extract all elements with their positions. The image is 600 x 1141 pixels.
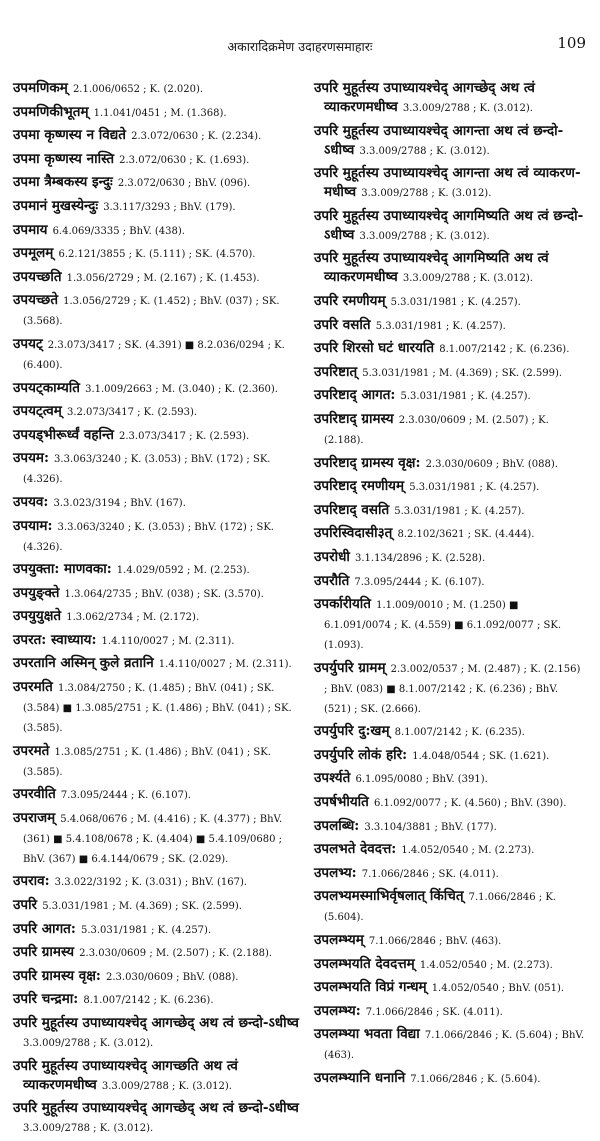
entry-headword: उपरि मुहूर्तस्य उपाध्यायश्चेद् आगच्छेद् अथ त्वं छन्दो-ऽधीष्व xyxy=(13,1100,299,1117)
entry-reference: 3.3.009/2788 ; K. (3.012). xyxy=(361,188,492,200)
index-entry xyxy=(13,1013,299,1052)
entry-reference: 5.3.031/1981 ; K. (4.257). xyxy=(80,924,212,936)
index-entry xyxy=(314,248,586,287)
entry-reference: 5.3.031/1981 ; M. (4.369) ; SK. (2.599). xyxy=(42,901,242,913)
entry-reference: 7.3.095/2444 ; K. (6.107). xyxy=(354,576,485,588)
entry-headword: उपरमते xyxy=(13,742,50,759)
entry-headword: उपमा कृष्णस्य न विद्यते xyxy=(13,127,126,144)
entry-reference: 1.3.056/2729 ; K. (1.452) ; BhV. (037) ; SK. (3.568). xyxy=(23,296,280,328)
entry-headword: उपरवीति xyxy=(13,786,56,803)
entry-reference: 2.1.006/0652 ; K. (2.020). xyxy=(72,84,204,95)
entry-headword: उपर्कारीयति xyxy=(314,596,371,613)
index-entry xyxy=(314,291,586,311)
index-entry xyxy=(13,1056,299,1095)
index-entry xyxy=(314,523,586,543)
entry-headword: उपलम्भ्य: xyxy=(314,1002,361,1019)
index-entry xyxy=(13,102,299,122)
entry-headword: उपरि ग्रामस्य xyxy=(13,944,75,961)
entry-reference: 2.3.030/0609 ; BhV. (088). xyxy=(106,971,239,983)
entry-headword: उपलभ्यमस्माभिर्वृषलात् किंचित् xyxy=(314,888,464,905)
entry-headword: उपमणिकीभूतम् xyxy=(13,103,89,120)
entry-headword: उपरि मुहूर्तस्य उपाध्यायश्चेद् आगच्छेद् अथ त्वं व्याकरणमधीष्व xyxy=(314,80,535,115)
entry-headword: उपरिष्टाद् ग्रामस्य वृक्ष: xyxy=(314,454,421,471)
entry-reference: 7.1.066/2846 ; K. (5.604). xyxy=(410,1074,541,1085)
entry-headword: उपलभ्य: xyxy=(314,864,357,881)
index-entry xyxy=(314,315,586,335)
entry-headword: उपर्षभीयति xyxy=(314,794,369,811)
index-entry xyxy=(314,886,586,926)
index-entry xyxy=(13,172,299,192)
entry-reference: 3.2.073/3417 ; K. (2.593). xyxy=(66,407,198,419)
index-entry xyxy=(13,784,299,804)
index-entry xyxy=(314,547,586,567)
entry-headword: उपयड्भीरूर्ध्वं वहन्ति xyxy=(13,426,114,443)
index-entry xyxy=(13,78,299,98)
entry-reference: 8.2.102/3621 ; SK. (4.444). xyxy=(397,529,535,541)
entry-reference: 2.3.073/3417 ; SK. (4.391) ■ 8.2.036/0294 ; K. (6.400). xyxy=(23,339,285,371)
index-entry xyxy=(314,571,586,591)
entry-headword: उपयाम: xyxy=(13,517,53,534)
entry-headword: उपरि मुहूर्तस्य उपाध्यायश्चेद् आगच्छेद् अथ त्वं छन्दो-ऽधीष्व xyxy=(13,1015,299,1031)
index-entry xyxy=(314,121,586,160)
entry-reference: 3.3.009/2788 ; K. (3.012). xyxy=(359,145,490,157)
entry-reference: 1.4.110/0027 ; M. (2.311). xyxy=(101,635,235,647)
entry-reference: 5.3.031/1981 ; M. (4.369) ; SK. (2.599). xyxy=(362,367,563,379)
left-column xyxy=(13,78,299,1141)
index-entry xyxy=(314,362,586,382)
entry-headword: उपरि ग्रामस्य वृक्ष: xyxy=(13,967,101,984)
entry-headword: उपरि मुहूर्तस्य उपाध्यायश्चेद् आगमिष्यति अथ त्वं छन्दो-ऽधीष्व xyxy=(314,207,584,243)
index-entry xyxy=(13,741,299,781)
entry-reference: 2.3.030/0609 ; M. (2.507) ; K. (2.188). xyxy=(79,948,273,960)
header-title: अकारादिक्रमेण उदाहरणसमाहारः xyxy=(227,39,373,54)
page-number: 109 xyxy=(557,34,586,52)
index-entry xyxy=(13,267,299,287)
entry-reference: 2.3.072/0630 ; K. (2.234). xyxy=(131,131,262,143)
entry-reference: 1.1.009/0010 ; M. (1.250) ■ 6.1.091/0074 ; K. (4.559) ■ 6.1.092/0077 ; SK. (1.093). xyxy=(324,600,561,652)
index-entry xyxy=(13,653,299,673)
entry-reference: 8.1.007/2142 ; K. (6.236). xyxy=(439,344,570,356)
index-entry xyxy=(13,334,299,374)
index-entry xyxy=(314,977,586,997)
index-entry xyxy=(13,871,299,891)
entry-headword: उपरिस्विदासी३त् xyxy=(314,525,393,542)
entry-reference: 3.3.009/2788 ; K. (3.012). xyxy=(359,230,490,242)
entry-headword: उपयुयुक्षते xyxy=(13,608,62,625)
entry-reference: 1.4.052/0540 ; M. (2.273). xyxy=(419,959,553,971)
entry-headword: उपयच्छते xyxy=(13,292,59,309)
index-entry xyxy=(13,808,299,868)
index-entry xyxy=(13,606,299,626)
entry-reference: 2.3.072/0630 ; BhV. (096). xyxy=(117,178,251,190)
entry-headword: उपमूलम् xyxy=(13,245,54,262)
entry-reference: 3.1.009/2663 ; M. (3.040) ; K. (2.360). xyxy=(85,383,278,395)
entry-reference: 3.3.063/3240 ; K. (3.053) ; BhV. (172) ; SK. (4.326). xyxy=(23,521,274,553)
entry-reference: 1.3.084/2750 ; K. (1.485) ; BhV. (041) ; SK. (3.584) ■ 1.3.085/2751 ; K. (1.486) ; BhV. (041) ; SK. (3.585). xyxy=(23,683,292,735)
index-entry xyxy=(13,583,299,603)
entry-headword: उपलम्भयति देवदत्तम् xyxy=(314,955,415,972)
entry-reference: 3.3.023/3194 ; BhV. (167). xyxy=(53,497,186,509)
entry-headword: उपलब्धि: xyxy=(314,817,360,834)
index-entry xyxy=(314,409,586,449)
entry-reference: 3.3.117/3293 ; BhV. (179). xyxy=(103,201,236,213)
entry-headword: उपयुक्ता: माणवका: xyxy=(13,561,112,578)
index-entry xyxy=(13,448,299,488)
entry-headword: उपयच्छति xyxy=(13,268,62,285)
entry-headword: उपमाय xyxy=(13,221,48,238)
index-entry xyxy=(314,338,586,358)
index-entry xyxy=(13,290,299,330)
entry-headword: उपलम्भयति विप्रं गन्धम् xyxy=(314,979,427,996)
index-entry xyxy=(314,385,586,405)
index-entry xyxy=(13,401,299,421)
entry-reference: 1.4.052/0540 ; M. (2.273). xyxy=(401,845,535,857)
entry-headword: उपयव: xyxy=(13,493,49,510)
index-entry xyxy=(13,425,299,445)
entry-headword: उपलम्भ्यानि धनानि xyxy=(314,1070,406,1086)
entry-reference: 3.3.104/3881 ; BhV. (177). xyxy=(364,821,497,833)
right-column xyxy=(314,78,586,1092)
index-entry xyxy=(314,206,586,245)
entry-reference: 6.1.095/0080 ; BhV. (391). xyxy=(355,774,488,786)
index-entry xyxy=(314,863,586,883)
index-entry xyxy=(13,149,299,169)
entry-reference: 2.3.072/0630 ; K. (1.693). xyxy=(119,154,250,166)
entry-headword: उपरिष्टाद् आगत: xyxy=(314,387,396,404)
index-entry xyxy=(314,163,586,202)
entry-headword: उपरि मुहूर्तस्य उपाध्यायश्चेद् आगमिष्यति अथ त्वं व्याकरणमधीष्व xyxy=(314,250,549,286)
entry-reference: 7.3.095/2444 ; K. (6.107). xyxy=(60,790,192,802)
entry-reference: 3.3.063/3240 ; K. (3.053) ; BhV. (172) ; SK. (4.326). xyxy=(23,454,271,486)
index-entry xyxy=(13,378,299,398)
index-entry xyxy=(13,220,299,240)
entry-headword: उपर्युपरि दु:खम् xyxy=(314,723,390,740)
entry-reference: 6.2.121/3855 ; K. (5.111) ; SK. (4.570). xyxy=(58,249,256,261)
entry-headword: उपमा कृष्णस्य नास्ति xyxy=(13,150,115,167)
entry-headword: उपमा त्रैम्बकस्य इन्दुः xyxy=(13,174,113,191)
entry-headword: उपलम्भ्या भवता विद्या xyxy=(314,1026,420,1043)
entry-headword: उपयुङ्क्ते xyxy=(13,584,60,601)
entry-headword: उपरिष्टाद् वसति xyxy=(314,501,390,518)
entry-reference: 7.1.066/2846 ; K. (5.604) ; BhV. (463). xyxy=(324,1030,585,1062)
index-entry xyxy=(13,919,299,939)
index-entry xyxy=(314,745,586,765)
entry-headword: उपरि शिरसो घटं धारयति xyxy=(314,340,435,357)
index-entry xyxy=(13,966,299,986)
index-entry xyxy=(314,500,586,520)
entry-reference: 3.3.009/2788 ; K. (3.012). xyxy=(23,1123,154,1135)
entry-reference: 8.1.007/2142 ; K. (6.236). xyxy=(83,995,214,1007)
index-entry xyxy=(314,768,586,788)
index-entry xyxy=(314,839,586,859)
entry-reference: 3.3.009/2788 ; K. (3.012). xyxy=(23,1038,154,1049)
index-entry xyxy=(314,453,586,473)
index-entry xyxy=(13,895,299,915)
entry-headword: उपर्श्यते xyxy=(314,770,351,787)
entry-reference: 5.3.031/1981 ; K. (4.257). xyxy=(390,296,521,308)
entry-reference: 5.3.031/1981 ; K. (4.257). xyxy=(400,391,531,403)
entry-reference: 2.3.002/0537 ; M. (2.487) ; K. (2.156) ; BhV. (083) ■ 8.1.007/2142 ; K. (6.236) ; BhV. (521) ; SK. (2.666). xyxy=(324,663,581,715)
entry-reference: 7.1.066/2846 ; SK. (4.011). xyxy=(361,868,499,880)
entry-headword: उपरतानि अस्मिन् कुले व्रतानि xyxy=(13,655,154,672)
entry-reference: 6.4.069/3335 ; BhV. (438). xyxy=(52,225,185,237)
entry-reference: 1.3.085/2751 ; K. (1.486) ; BhV. (041) ; SK. (3.585). xyxy=(23,746,271,778)
index-entry xyxy=(314,594,586,654)
entry-headword: उपरौति xyxy=(314,572,350,589)
entry-headword: उपरिष्टाद् ग्रामस्य xyxy=(314,410,394,427)
entry-headword: उपयट्त्वम् xyxy=(13,403,62,420)
entry-reference: 5.4.068/0676 ; M. (4.416) ; K. (4.377) ; BhV. (361) ■ 5.4.108/0678 ; K. (4.404) ■ 5.4.109/0680 ; BhV. (367) ■ 6.4.144/0679 ; SK. (2.029). xyxy=(23,813,283,865)
entry-reference: 5.3.031/1981 ; K. (4.257). xyxy=(409,482,540,494)
entry-headword: उपरोधी xyxy=(314,548,350,565)
index-entry xyxy=(314,1068,586,1088)
entry-reference: 1.4.029/0592 ; M. (2.253). xyxy=(116,565,250,577)
entry-reference: 1.4.052/0540 ; BhV. (051). xyxy=(431,983,565,995)
index-entry xyxy=(314,954,586,974)
entry-reference: 1.3.056/2729 ; M. (2.167) ; K. (1.453). xyxy=(66,272,260,284)
index-entry xyxy=(13,559,299,579)
index-entry xyxy=(13,630,299,650)
index-entry xyxy=(13,196,299,216)
entry-headword: उपर्युपरि लोकं हरि: xyxy=(314,746,408,763)
index-entry xyxy=(314,1001,586,1021)
index-entry xyxy=(13,989,299,1009)
index-entry xyxy=(314,930,586,950)
running-header xyxy=(0,36,600,58)
entry-reference: 5.3.031/1981 ; K. (4.257). xyxy=(375,320,506,332)
entry-reference: 1.4.048/0544 ; SK. (1.621). xyxy=(412,750,550,762)
index-entry xyxy=(13,516,299,556)
index-entry xyxy=(13,1098,299,1137)
entry-headword: उपरि आगत: xyxy=(13,920,76,937)
entry-reference: 3.3.009/2788 ; K. (3.012). xyxy=(402,273,533,285)
index-entry xyxy=(13,125,299,145)
entry-reference: 3.3.009/2788 ; K. (3.012). xyxy=(402,103,533,114)
index-entry xyxy=(13,492,299,512)
entry-headword: उपरि चन्द्रमा: xyxy=(13,991,79,1008)
entry-reference: 7.1.066/2846 ; BhV. (463). xyxy=(368,936,502,948)
entry-headword: उपरि मुहूर्तस्य उपाध्यायश्चेद् आगच्छति अथ त्वं व्याकरणमधीष्व xyxy=(13,1057,238,1093)
entry-reference: 1.1.041/0451 ; M. (1.368). xyxy=(93,107,227,119)
entry-headword: उपराव: xyxy=(13,873,50,890)
index-entry xyxy=(314,658,586,718)
index-entry xyxy=(314,78,586,117)
index-entry xyxy=(314,792,586,812)
entry-headword: उपरि xyxy=(13,897,38,914)
entry-reference: 2.3.030/0609 ; M. (2.507) ; K. (2.188). xyxy=(324,414,549,446)
entry-headword: उपयम: xyxy=(13,450,49,467)
index-entry xyxy=(13,677,299,737)
entry-headword: उपरि वसति xyxy=(314,316,371,333)
entry-headword: उपरमति xyxy=(13,679,53,696)
entry-reference: 3.3.009/2788 ; K. (3.012). xyxy=(101,1080,232,1092)
entry-reference: 1.3.064/2735 ; BhV. (038) ; SK. (3.570). xyxy=(64,588,264,600)
entry-headword: उपमानं मुखस्येन्दुः xyxy=(13,197,99,214)
entry-headword: उपलम्भ्यम् xyxy=(314,932,364,949)
entry-reference: 8.1.007/2142 ; K. (6.235). xyxy=(394,727,525,739)
entry-headword: उपयट्काम्यति xyxy=(13,379,80,396)
entry-reference: 3.3.022/3192 ; K. (3.031) ; BhV. (167). xyxy=(54,877,248,889)
entry-reference: 3.1.134/2896 ; K. (2.528). xyxy=(354,552,486,564)
entry-headword: उपरि रमणीयम् xyxy=(314,292,386,309)
entry-headword: उपमणिकम् xyxy=(13,80,68,96)
entry-headword: उपरत: स्वाध्याय: xyxy=(13,631,97,648)
index-entry xyxy=(314,476,586,496)
entry-reference: 2.3.073/3417 ; K. (2.593). xyxy=(119,430,250,442)
index-entry xyxy=(314,721,586,741)
entry-headword: उपरि मुहूर्तस्य उपाध्यायश्चेद् आगन्ता अथ त्वं छन्दो-ऽधीष्व xyxy=(314,122,564,158)
entry-headword: उपलभते देवदत्त: xyxy=(314,841,397,858)
index-entry xyxy=(13,942,299,962)
entry-headword: उपर्युपरि ग्रामम् xyxy=(314,659,386,676)
entry-reference: 1.4.110/0027 ; M. (2.311). xyxy=(158,659,292,671)
index-entry xyxy=(13,243,299,263)
entry-headword: उपरिष्टात् xyxy=(314,363,358,380)
entry-headword: उपरि मुहूर्तस्य उपाध्यायश्चेद् आगन्ता अथ त्वं व्याकरण-मधीष्व xyxy=(314,165,581,201)
entry-reference: 7.1.066/2846 ; K. (5.604). xyxy=(324,892,556,924)
entry-headword: उपयट् xyxy=(13,335,43,352)
entry-reference: 1.3.062/2734 ; M. (2.172). xyxy=(66,612,200,624)
index-entry xyxy=(314,816,586,836)
entry-reference: 2.3.030/0609 ; BhV. (088). xyxy=(425,458,558,470)
entry-headword: उपरिष्टाद् रमणीयम् xyxy=(314,478,405,495)
index-entry xyxy=(314,1024,586,1064)
entry-reference: 5.3.031/1981 ; K. (4.257). xyxy=(394,505,525,517)
entry-reference: 6.1.092/0077 ; K. (4.560) ; BhV. (390). xyxy=(373,798,567,810)
entry-reference: 7.1.066/2846 ; SK. (4.011). xyxy=(365,1006,503,1018)
entry-headword: उपराजम् xyxy=(13,809,56,826)
